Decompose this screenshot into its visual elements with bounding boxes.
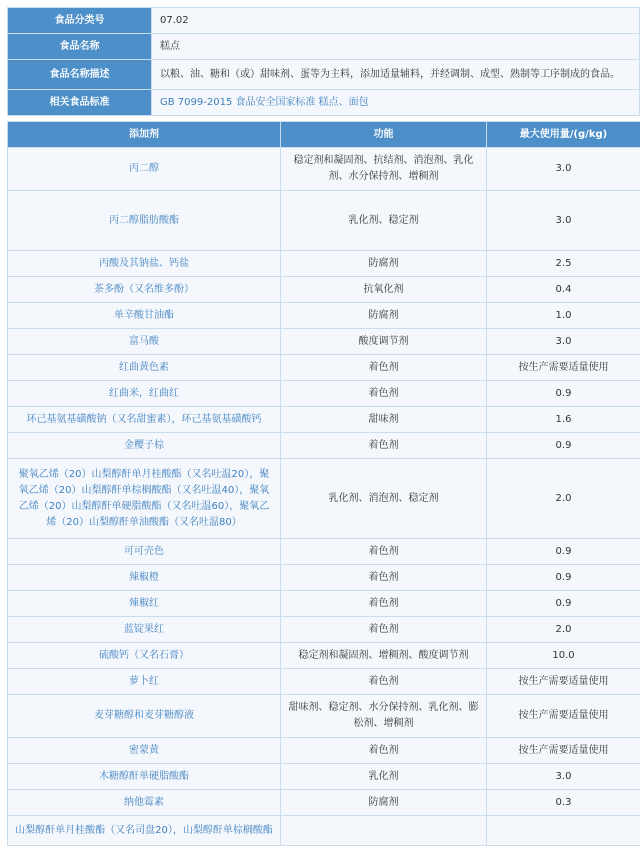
additive-name-cell (8, 303, 281, 329)
table-row (8, 669, 640, 695)
food-info-body (8, 8, 640, 116)
additive-max-usage: 0.9 (487, 433, 640, 459)
additive-function: 酸度调节剂 (281, 329, 487, 355)
additive-name-link[interactable]: 茶多酚（又名维多酚） (94, 284, 194, 295)
additive-function: 着色剂 (281, 433, 487, 459)
table-row (8, 591, 640, 617)
additive-name-link[interactable]: 单辛酸甘油酯 (114, 310, 174, 321)
additive-max-usage: 3.0 (487, 329, 640, 355)
header-additive: 添加剂 (8, 122, 281, 148)
additive-max-usage: 0.9 (487, 565, 640, 591)
table-row (8, 738, 640, 764)
table-row (8, 303, 640, 329)
additive-name-cell (8, 790, 281, 816)
table-row (8, 407, 640, 433)
table-row (8, 643, 640, 669)
info-key: 食品名称描述 (8, 60, 152, 90)
additive-function: 着色剂 (281, 591, 487, 617)
additive-function: 乳化剂、稳定剂 (281, 191, 487, 251)
table-row (8, 695, 640, 738)
additive-name-link[interactable]: 红曲米，红曲红 (109, 388, 179, 399)
table-row (8, 329, 640, 355)
additive-name-link[interactable]: 丙酸及其钠盐、钙盐 (99, 258, 189, 269)
table-row (8, 816, 640, 846)
additive-name-cell (8, 407, 281, 433)
additive-function: 甜味剂、稳定剂、水分保持剂、乳化剂、膨松剂、增稠剂 (281, 695, 487, 738)
additive-name-link[interactable]: 辣椒红 (129, 598, 159, 609)
additive-name-cell (8, 433, 281, 459)
additive-name-cell (8, 459, 281, 539)
additive-max-usage: 2.0 (487, 617, 640, 643)
additive-name-link[interactable]: 红曲黄色素 (119, 362, 169, 373)
additive-name-cell (8, 148, 281, 191)
info-value (152, 90, 640, 116)
additive-name-link[interactable]: 丙二醇 (129, 163, 159, 174)
header-function: 功能 (281, 122, 487, 148)
additive-function: 防腐剂 (281, 790, 487, 816)
info-row (8, 34, 640, 60)
additive-max-usage: 3.0 (487, 148, 640, 191)
additive-table-header (8, 122, 640, 148)
additive-max-usage: 1.0 (487, 303, 640, 329)
additive-function: 抗氧化剂 (281, 277, 487, 303)
additive-name-cell (8, 669, 281, 695)
additive-max-usage: 3.0 (487, 764, 640, 790)
info-row (8, 60, 640, 90)
table-row (8, 191, 640, 251)
table-row (8, 433, 640, 459)
additive-max-usage: 0.4 (487, 277, 640, 303)
table-row (8, 381, 640, 407)
additive-name-link[interactable]: 环己基氨基磺酸钠（又名甜蜜素），环己基氨基磺酸钙 (27, 414, 262, 425)
additive-name-link[interactable]: 丙二醇脂肪酸酯 (109, 215, 179, 226)
additive-name-cell (8, 738, 281, 764)
additive-function: 着色剂 (281, 565, 487, 591)
info-value: 以粮、油、糖和（或）甜味剂、蛋等为主料，添加适量辅料，并经调制、成型、熟制等工序制成的食品。 (152, 60, 640, 90)
additive-function (281, 816, 487, 846)
additive-name-link[interactable]: 金樱子棕 (124, 440, 164, 451)
additive-function: 着色剂 (281, 617, 487, 643)
additive-name-cell (8, 191, 281, 251)
additive-max-usage: 10.0 (487, 643, 640, 669)
table-row (8, 355, 640, 381)
additive-max-usage (487, 816, 640, 846)
additive-name-link[interactable]: 山梨醇酐单月桂酸酯（又名司盘20），山梨醇酐单棕榈酸酯 (15, 825, 273, 836)
additive-name-cell (8, 643, 281, 669)
food-standard-link[interactable]: GB 7099-2015 食品安全国家标准 糕点、面包 (160, 97, 369, 108)
additive-name-cell (8, 381, 281, 407)
additive-max-usage: 0.9 (487, 381, 640, 407)
additive-function: 着色剂 (281, 381, 487, 407)
additive-name-cell (8, 251, 281, 277)
table-row (8, 790, 640, 816)
additive-name-cell (8, 816, 281, 846)
additive-name-link[interactable]: 密蒙黄 (129, 745, 159, 756)
additive-name-link[interactable]: 萝卜红 (129, 676, 159, 687)
additive-table-body (8, 148, 640, 846)
info-row (8, 8, 640, 34)
additive-max-usage: 按生产需要适量使用 (487, 738, 640, 764)
additive-name-link[interactable]: 硫酸钙（又名石膏） (99, 650, 189, 661)
additive-max-usage: 按生产需要适量使用 (487, 695, 640, 738)
info-value: 07.02 (152, 8, 640, 34)
table-row (8, 764, 640, 790)
table-row (8, 539, 640, 565)
additive-function: 稳定剂和凝固剂、增稠剂、酸度调节剂 (281, 643, 487, 669)
table-row (8, 251, 640, 277)
additive-function: 防腐剂 (281, 251, 487, 277)
additive-name-cell (8, 355, 281, 381)
additive-name-cell (8, 764, 281, 790)
additive-max-usage: 按生产需要适量使用 (487, 669, 640, 695)
additive-name-link[interactable]: 木糖醇酐单硬脂酸酯 (99, 771, 189, 782)
table-row (8, 277, 640, 303)
additive-function: 乳化剂 (281, 764, 487, 790)
additive-max-usage: 1.6 (487, 407, 640, 433)
additive-name-link[interactable]: 可可壳色 (124, 546, 164, 557)
info-key: 食品名称 (8, 34, 152, 60)
additive-name-cell (8, 329, 281, 355)
table-row (8, 459, 640, 539)
additive-function: 防腐剂 (281, 303, 487, 329)
header-max-usage: 最大使用量/(g/kg) (487, 122, 640, 148)
info-key: 相关食品标准 (8, 90, 152, 116)
additive-function: 着色剂 (281, 669, 487, 695)
additive-function: 着色剂 (281, 539, 487, 565)
additive-name-cell (8, 565, 281, 591)
additive-name-link[interactable]: 富马酸 (129, 336, 159, 347)
additive-max-usage: 0.9 (487, 539, 640, 565)
additive-function: 着色剂 (281, 355, 487, 381)
table-row (8, 565, 640, 591)
additive-function: 稳定剂和凝固剂、抗结剂、消泡剂、乳化剂、水分保持剂、增稠剂 (281, 148, 487, 191)
additive-name-cell (8, 591, 281, 617)
additive-name-cell (8, 617, 281, 643)
additive-function: 甜味剂 (281, 407, 487, 433)
food-info-table (7, 7, 640, 116)
additive-name-link[interactable]: 纳他霉素 (124, 797, 164, 808)
info-key: 食品分类号 (8, 8, 152, 34)
additive-name-link[interactable]: 辣椒橙 (129, 572, 159, 583)
additive-function: 着色剂 (281, 738, 487, 764)
additive-max-usage: 3.0 (487, 191, 640, 251)
table-row (8, 617, 640, 643)
additive-name-cell (8, 539, 281, 565)
additive-max-usage: 0.9 (487, 591, 640, 617)
additive-max-usage: 2.5 (487, 251, 640, 277)
additive-max-usage: 0.3 (487, 790, 640, 816)
additive-name-link[interactable]: 蓝锭果红 (124, 624, 164, 635)
additive-name-link[interactable]: 麦芽糖醇和麦芽糖醇液 (94, 710, 194, 721)
additive-name-cell (8, 277, 281, 303)
table-row (8, 148, 640, 191)
additive-max-usage: 按生产需要适量使用 (487, 355, 640, 381)
additive-max-usage: 2.0 (487, 459, 640, 539)
info-row (8, 90, 640, 116)
additive-function: 乳化剂、消泡剂、稳定剂 (281, 459, 487, 539)
additive-name-link[interactable]: 聚氧乙烯（20）山梨醇酐单月桂酸酯（又名吐温20），聚氧乙烯（20）山梨醇酐单棕榈酸酯（又名吐温40），聚氧乙烯（20）山梨醇酐单硬脂酸酯（又名吐温60），聚氧乙烯（20）山梨醇酐单油酸酯（又名吐温80） (19, 469, 269, 528)
additive-table (7, 121, 640, 846)
additive-name-cell (8, 695, 281, 738)
info-value: 糕点 (152, 34, 640, 60)
